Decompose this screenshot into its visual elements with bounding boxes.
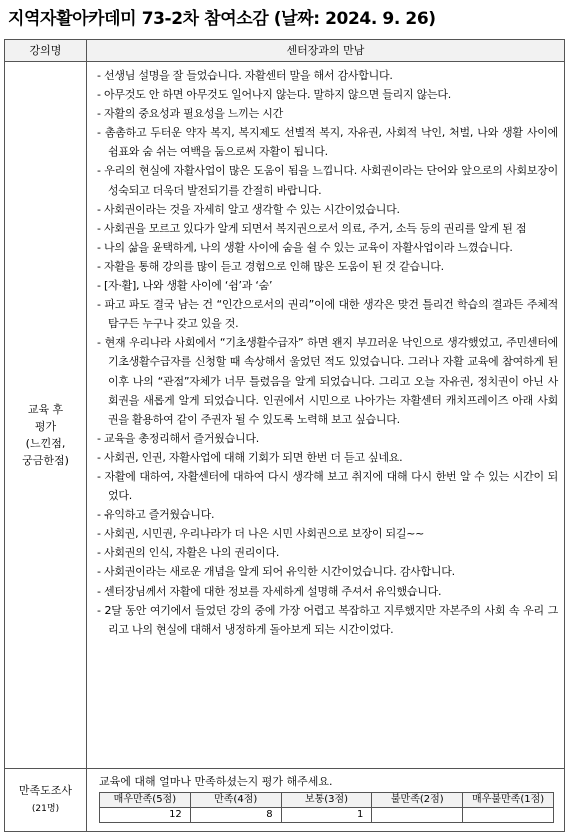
survey-sheet bbox=[4, 39, 565, 832]
satisfaction-col-1: 매우불만족(1점) bbox=[463, 793, 554, 808]
feedback-item: - 사회권, 인권, 자활사업에 대해 기회가 되면 한번 더 듣고 싶네요. bbox=[97, 448, 558, 467]
feedback-item: - 2달 동안 여기에서 들었던 강의 중에 가장 어렵고 복잡하고 지루했지만 자본주의 사회 속 우리 그리고 나의 현실에 대해서 냉정하게 돌아보게 되는 시간이었다. bbox=[97, 601, 558, 639]
satisfaction-value-2 bbox=[372, 808, 463, 823]
satisfaction-value-1 bbox=[463, 808, 554, 823]
satisfaction-col-2: 불만족(2점) bbox=[372, 793, 463, 808]
eval-label-line: 궁금한점) bbox=[22, 454, 69, 467]
feedback-item: - 자활을 통해 강의를 많이 듣고 경험으로 인해 많은 도움이 된 것 같습니다. bbox=[97, 257, 558, 276]
survey-label bbox=[5, 768, 87, 831]
feedback-item: - 현재 우리나라 사회에서 “기초생활수급자” 하면 왠지 부끄러운 낙인으로 생각했었고, 주민센터에 기초생활수급자를 신청할 때 속상해서 울었던 적도 있었습니다. 그러나 자활 교육에 참여하게 된 이후 나의 “관점”자체가 너무 틀렸음을 알게 되었습니다. 그리고 오늘 자유권, 정치권이 아닌 사회권을 새롭게 알게 되었습니다. 인권에서 시민으로 나아가는 자활센터 캐치프레이즈 아래 사회권을 활용하여 같이 주권자 될 수 있도록 노력해 보고 싶습니다. bbox=[97, 333, 558, 428]
feedback-item: - [자·활], 나와 생활 사이에 ‘쉼’과 ‘숨’ bbox=[97, 276, 558, 295]
feedback-item: - 센터장님께서 자활에 대한 정보를 자세하게 설명해 주셔서 유익했습니다. bbox=[97, 582, 558, 601]
eval-label-line: (느낀점, bbox=[25, 437, 66, 450]
survey-respondent-count: (21명) bbox=[31, 804, 60, 814]
header-lecture-title: 센터장과의 만남 bbox=[87, 40, 564, 62]
satisfaction-table bbox=[99, 792, 554, 823]
feedback-item: - 사회권, 시민권, 우리나라가 더 나은 시민 사회권으로 보장이 되길~~ bbox=[97, 524, 558, 543]
eval-label-line: 교육 후 bbox=[27, 403, 64, 416]
feedback-item: - 교육을 총정리해서 즐거웠습니다. bbox=[97, 429, 558, 448]
page-title: 지역자활아카데미 73-2차 참여소감 (날짜: 2024. 9. 26) bbox=[8, 9, 436, 29]
eval-label bbox=[5, 62, 87, 808]
satisfaction-value-row bbox=[100, 808, 554, 823]
satisfaction-value-5: 12 bbox=[100, 808, 191, 823]
feedback-item: - 자활의 중요성과 필요성을 느끼는 시간 bbox=[97, 104, 558, 123]
feedback-item: - 자활에 대하여, 자활센터에 대하여 다시 생각해 보고 취지에 대해 다시 한번 알 수 있는 시간이 되었다. bbox=[97, 467, 558, 505]
feedback-item: - 사회권이라는 새로운 개념을 알게 되어 유익한 시간이었습니다. 감사합니다. bbox=[97, 562, 558, 581]
satisfaction-col-3: 보통(3점) bbox=[281, 793, 372, 808]
satisfaction-value-3: 1 bbox=[281, 808, 372, 823]
survey-label-text: 만족도조사 bbox=[18, 784, 73, 797]
satisfaction-value-4: 8 bbox=[190, 808, 281, 823]
feedback-item: - 사회권을 모르고 있다가 알게 되면서 복지권으로서 의료, 주거, 소득 등의 권리를 알게 된 점 bbox=[97, 219, 558, 238]
feedback-item: - 파고 파도 결국 남는 건 “인간으로서의 권리”이에 대한 생각은 맞건 틀리건 학습의 결과든 주체적 탐구든 누구나 갖고 있을 것. bbox=[97, 295, 558, 333]
feedback-item: - 나의 삶을 윤택하게, 나의 생활 사이에 숨을 쉴 수 있는 교육이 자활사업이라 느꼈습니다. bbox=[97, 238, 558, 257]
eval-label-line: 평가 bbox=[34, 420, 57, 433]
feedback-item: - 유익하고 즐거웠습니다. bbox=[97, 505, 558, 524]
feedback-item: - 사회권이라는 것을 자세히 알고 생각할 수 있는 시간이었습니다. bbox=[97, 200, 558, 219]
feedback-item: - 촘촘하고 두터운 약자 복지, 복지제도 선별적 복지, 자유권, 사회적 낙인, 처벌, 나와 생활 사이에 쉼표와 숨 쉬는 여백을 둠으로써 자활이 됩니다. bbox=[97, 123, 558, 161]
header-lecture-label: 강의명 bbox=[5, 40, 87, 62]
feedback-item: - 선생님 설명을 잘 들었습니다. 자활센터 말을 해서 감사합니다. bbox=[97, 66, 558, 85]
feedback-item: - 아무것도 안 하면 아무것도 일어나지 않는다. 말하지 않으면 들리지 않는다. bbox=[97, 85, 558, 104]
feedback-item: - 우리의 현실에 자활사업이 많은 도움이 됨을 느낍니다. 사회권이라는 단어와 앞으로의 사회보장이 성숙되고 더욱더 발전되기를 간절히 바랍니다. bbox=[97, 161, 558, 199]
survey-area bbox=[87, 768, 564, 831]
satisfaction-col-4: 만족(4점) bbox=[190, 793, 281, 808]
satisfaction-header-row bbox=[100, 793, 554, 808]
survey-question: 교육에 대해 얼마나 만족하셨는지 평가 해주세요. bbox=[99, 775, 333, 788]
satisfaction-col-5: 매우만족(5점) bbox=[100, 793, 191, 808]
feedback-list bbox=[87, 62, 564, 768]
feedback-item: - 사회권의 인식, 자활은 나의 권리이다. bbox=[97, 543, 558, 562]
